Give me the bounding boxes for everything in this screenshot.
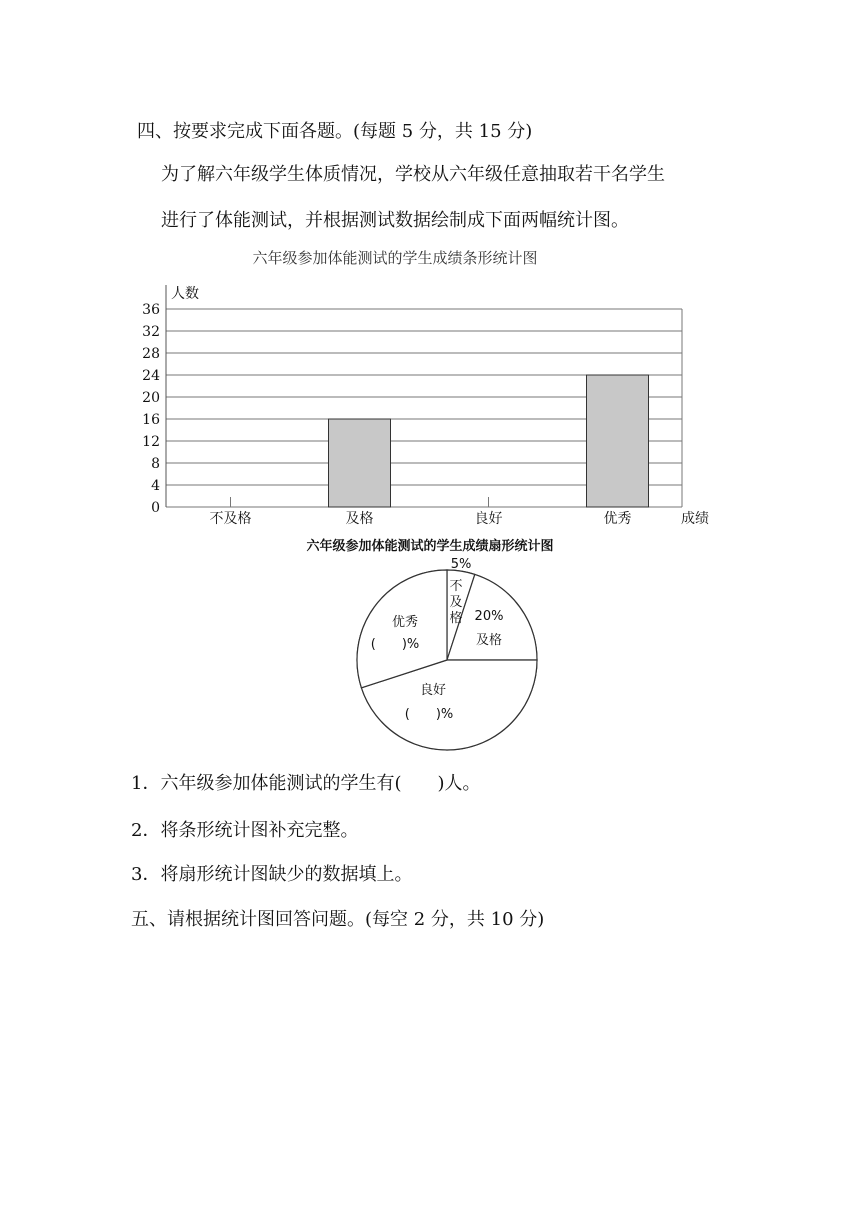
pie-chart-title: 六年级参加体能测试的学生成绩扇形统计图 bbox=[306, 539, 554, 554]
y-tick-label: 20 bbox=[142, 390, 160, 406]
y-tick-label: 0 bbox=[151, 500, 160, 516]
question-2: 2．将条形统计图补充完整。 bbox=[131, 820, 359, 841]
bar-y-axis-label: 人数 bbox=[171, 286, 199, 302]
pie-category-char: 格 bbox=[449, 611, 463, 626]
pie-value-label: ( )% bbox=[404, 707, 454, 722]
intro-line-1: 为了解六年级学生体质情况，学校从六年级任意抽取若干名学生 bbox=[161, 164, 665, 185]
y-tick-label: 16 bbox=[142, 412, 160, 428]
pie-value-label: ( )% bbox=[370, 637, 420, 652]
section-four-heading: 四、按要求完成下面各题。(每题 5 分，共 15 分) bbox=[137, 121, 533, 142]
bar-及格 bbox=[329, 419, 391, 507]
y-tick-label: 28 bbox=[142, 346, 160, 362]
y-tick-label: 12 bbox=[142, 434, 160, 450]
pie-category-char: 及 bbox=[449, 595, 463, 610]
question-1: 1．六年级参加体能测试的学生有( )人。 bbox=[131, 773, 481, 794]
intro-line-2: 进行了体能测试，并根据测试数据绘制成下面两幅统计图。 bbox=[161, 210, 629, 231]
bar-chart bbox=[142, 249, 709, 527]
pie-category-label: 优秀 bbox=[391, 615, 419, 630]
y-tick-label: 32 bbox=[142, 324, 160, 340]
y-tick-label: 8 bbox=[151, 456, 160, 472]
y-tick-label: 36 bbox=[142, 302, 160, 318]
section-five-heading: 五、请根据统计图回答问题。(每空 2 分，共 10 分) bbox=[131, 909, 545, 930]
bar-x-axis-label: 成绩 bbox=[681, 511, 709, 527]
bar-category-labels bbox=[210, 510, 632, 527]
x-category-label: 良好 bbox=[474, 511, 503, 527]
y-tick-label: 24 bbox=[142, 368, 160, 384]
y-tick-label: 4 bbox=[151, 478, 160, 494]
x-category-label: 不及格 bbox=[209, 511, 252, 527]
bar-优秀 bbox=[587, 375, 649, 507]
x-category-label: 及格 bbox=[345, 511, 374, 527]
pie-chart bbox=[306, 538, 553, 750]
pie-slices bbox=[357, 570, 537, 750]
pie-value-label: 20% bbox=[474, 609, 504, 624]
pie-category-label: 良好 bbox=[419, 683, 447, 698]
pie-category-char: 不 bbox=[449, 579, 463, 594]
bar-y-ticks bbox=[142, 302, 160, 516]
question-3: 3．将扇形统计图缺少的数据填上。 bbox=[131, 864, 413, 885]
pie-category-label: 及格 bbox=[475, 633, 503, 648]
x-category-label: 优秀 bbox=[603, 511, 632, 527]
bar-chart-title: 六年级参加体能测试的学生成绩条形统计图 bbox=[252, 249, 538, 267]
pie-value-label: 5% bbox=[450, 557, 472, 572]
